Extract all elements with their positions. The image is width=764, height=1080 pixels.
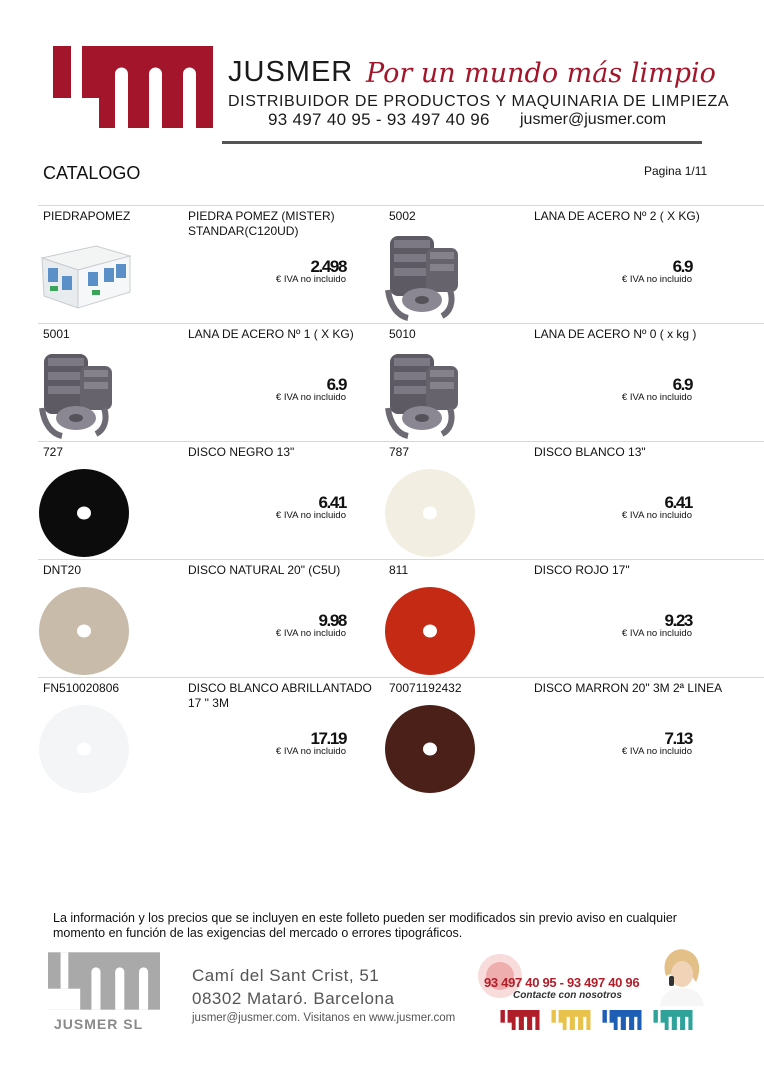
pumice-stone-box-icon <box>38 230 133 322</box>
product-description: DISCO ROJO 17" <box>534 563 630 577</box>
product-image <box>384 584 479 676</box>
brand-color-swatches <box>500 1010 700 1032</box>
product-code: 5010 <box>389 327 416 341</box>
product-price: 17.19 <box>310 729 346 748</box>
product-code: PIEDRAPOMEZ <box>43 209 131 223</box>
vat-note: € IVA no incluido <box>275 274 346 285</box>
catalog-row <box>38 323 764 441</box>
jm-swatch-icon <box>551 1010 591 1030</box>
product-image <box>38 584 133 676</box>
product-image <box>38 230 133 322</box>
vat-note: € IVA no incluido <box>621 274 692 285</box>
vat-note: € IVA no incluido <box>275 628 346 639</box>
floor-pad-disc-icon <box>38 466 133 558</box>
product-image <box>384 466 479 558</box>
steel-wool-icon <box>384 230 479 322</box>
brand-tagline: DISTRIBUIDOR DE PRODUCTOS Y MAQUINARIA DE LIMPIEZA <box>228 93 730 110</box>
product-card <box>384 324 730 442</box>
product-card <box>38 324 384 442</box>
product-price: 6.41 <box>318 493 346 512</box>
product-card <box>38 678 384 796</box>
footer-web: jusmer@jusmer.com. Visitanos en www.jusmer.com <box>192 1012 456 1024</box>
product-card <box>38 560 384 678</box>
contact-phones: 93 497 40 95 - 93 497 40 96 <box>484 975 640 990</box>
call-center-agent-icon <box>652 946 710 1006</box>
product-description: LANA DE ACERO Nº 0 ( x kg ) <box>534 327 697 341</box>
header-divider <box>222 141 702 144</box>
product-code: DNT20 <box>43 563 82 577</box>
product-image <box>38 348 133 440</box>
product-card <box>384 206 730 324</box>
vat-note: € IVA no incluido <box>621 510 692 521</box>
product-price: 6.9 <box>672 257 692 276</box>
vat-note: € IVA no incluido <box>621 746 692 757</box>
jm-logo <box>53 46 213 128</box>
product-price: 9.98 <box>318 611 346 630</box>
footer-brand: JUSMER SL <box>54 1016 144 1032</box>
jm-swatch-icon <box>602 1010 642 1030</box>
contact-label: Contacte con nosotros <box>513 990 622 1001</box>
page-header <box>0 0 764 150</box>
jm-logo-gray <box>48 952 160 1010</box>
product-card <box>384 560 730 678</box>
product-grid <box>38 205 764 795</box>
floor-pad-disc-icon <box>384 702 479 794</box>
catalog-row <box>38 205 764 323</box>
disclaimer: La información y los precios que se incluyen en este folleto pueden ser modificados sin previo aviso en cualquier momento en función de las exigencias del mercado o errores tipográficos. <box>53 911 677 940</box>
address-street: Camí del Sant Crist, 51 <box>192 966 380 985</box>
product-description: DISCO NEGRO 13" <box>188 445 295 459</box>
page-number: Pagina 1/11 <box>644 164 708 178</box>
product-card <box>38 206 384 324</box>
product-code: FN510020806 <box>43 681 120 695</box>
product-image <box>384 230 479 322</box>
jm-swatch-icon <box>500 1010 540 1030</box>
steel-wool-icon <box>384 348 479 440</box>
product-description: LANA DE ACERO Nº 2 ( X KG) <box>534 209 700 223</box>
vat-note: € IVA no incluido <box>275 510 346 521</box>
product-card <box>384 442 730 560</box>
steel-wool-icon <box>38 348 133 440</box>
product-description: LANA DE ACERO Nº 1 ( X KG) <box>188 327 354 341</box>
product-price: 6.9 <box>672 375 692 394</box>
address-city: 08302 Mataró. Barcelona <box>192 989 395 1008</box>
vat-note: € IVA no incluido <box>621 392 692 403</box>
product-code: 5001 <box>43 327 70 341</box>
floor-pad-disc-icon <box>38 584 133 676</box>
product-code: 727 <box>43 445 64 459</box>
catalog-title: CATALOGO <box>43 163 141 183</box>
product-price: 2.498 <box>310 257 346 276</box>
product-image <box>384 348 479 440</box>
header-email: jusmer@jusmer.com <box>520 111 667 128</box>
floor-pad-disc-icon <box>384 584 479 676</box>
product-code: 5002 <box>389 209 416 223</box>
product-code: 70071192432 <box>389 681 462 695</box>
floor-pad-disc-icon <box>384 466 479 558</box>
product-price: 6.9 <box>326 375 346 394</box>
product-description: DISCO BLANCO ABRILLANTADO 17 " 3M <box>188 681 372 710</box>
product-description: DISCO BLANCO 13" <box>534 445 646 459</box>
product-description: DISCO MARRON 20" 3M 2ª LINEA <box>534 681 723 695</box>
header-phones: 93 497 40 95 - 93 497 40 96 <box>268 110 490 129</box>
catalog-row <box>38 441 764 559</box>
product-card <box>384 678 730 796</box>
product-code: 811 <box>389 563 409 577</box>
product-price: 9.23 <box>664 611 692 630</box>
product-image <box>384 702 479 794</box>
product-price: 7.13 <box>664 729 692 748</box>
vat-note: € IVA no incluido <box>275 746 346 757</box>
vat-note: € IVA no incluido <box>275 392 346 403</box>
jm-swatch-icon <box>653 1010 693 1030</box>
contact-banner <box>476 946 716 1036</box>
brand-name: JUSMER <box>228 56 354 88</box>
product-description: DISCO NATURAL 20" (C5U) <box>188 563 341 577</box>
product-image <box>38 702 133 794</box>
product-description: PIEDRA POMEZ (MISTER) STANDAR(C120UD) <box>188 209 335 238</box>
vat-note: € IVA no incluido <box>621 628 692 639</box>
brand-slogan: Por un mundo más limpio <box>366 58 716 89</box>
product-image <box>38 466 133 558</box>
catalog-row <box>38 677 764 795</box>
catalog-row <box>38 559 764 677</box>
product-card <box>38 442 384 560</box>
product-price: 6.41 <box>664 493 692 512</box>
floor-pad-disc-icon <box>38 702 133 794</box>
product-code: 787 <box>389 445 410 459</box>
